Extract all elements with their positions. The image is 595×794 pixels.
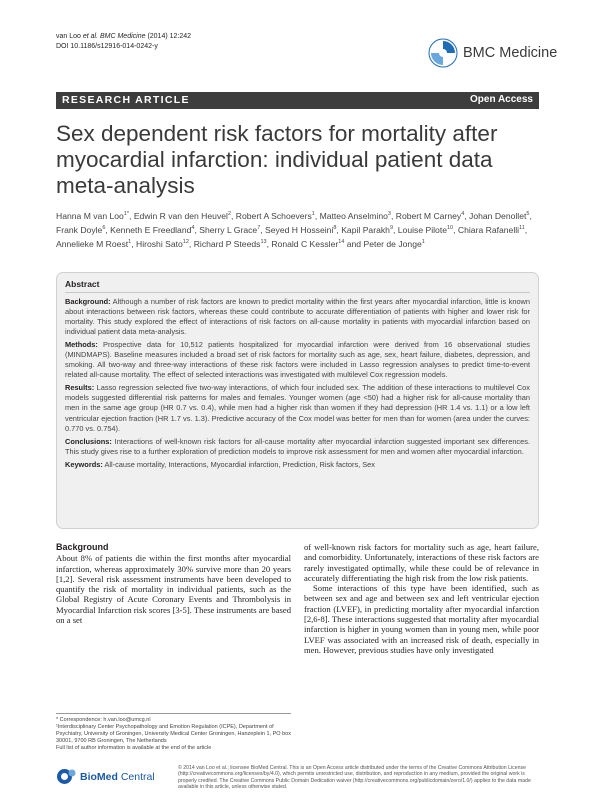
footnotes xyxy=(56,713,291,752)
biomed-central-icon xyxy=(56,768,78,785)
abstract-background xyxy=(65,297,530,337)
author-name[interactable]: Annelieke M Roest xyxy=(56,238,129,249)
doi[interactable]: DOI 10.1186/s12916-014-0242-y xyxy=(56,43,158,50)
author-name[interactable]: Edwin R van den Heuvel xyxy=(133,210,228,221)
correspondence-note[interactable]: * Correspondence: h.van.loo@umcg.nl xyxy=(56,717,151,723)
author-name[interactable]: Hiroshi Sato xyxy=(135,238,183,249)
abstract-divider xyxy=(65,292,530,293)
author-affiliation-marker: 1 xyxy=(128,239,132,246)
author-affiliation-marker: 12 xyxy=(182,239,189,246)
publisher-name-bold: BioMed xyxy=(80,771,118,783)
abstract-box xyxy=(56,272,539,529)
publisher-name-rest: Central xyxy=(117,771,155,783)
abstract-label: Keywords: xyxy=(65,459,103,469)
author-name[interactable]: Robert M Carney xyxy=(395,210,462,221)
author-name[interactable]: Johan Denollet xyxy=(469,210,527,221)
abstract-label: Methods: xyxy=(65,340,98,350)
body-paragraph: Some interactions of this type have been identified, such as between sex and age and between sex and left ventricular ejection fraction (LVEF), in predicting mortality after myocardial infarction [2,6-8]. These interactions suggested that mortality after myocardial infarction is higher in young women than in young men, while poor LVEF was associated with an increased risk of death, especially in men. However, previous studies have only investigated xyxy=(304,583,539,655)
citation-authors: van Loo xyxy=(56,33,83,40)
author-affiliation-marker: 4 xyxy=(191,225,195,232)
author-affiliation-marker: 5 xyxy=(526,211,530,217)
abstract-text: Prospective data for 10,512 patients hospitalized for myocardial infarction were derived from 16 observational studies (MINDMAPS). Baseline measures included a broad set of risk factors for mortality such as age, sex, heart failure, diabetes, depression, and smoking. All two-way and three-way interactions of these risk factors were included in Lasso regression analyses to predict time-to-event related all-cause mortality. The effect of selected interactions was investigated with multilevel Cox regression models. xyxy=(65,340,530,380)
biomed-central-logo xyxy=(56,768,166,786)
author-affiliation-marker: 11 xyxy=(519,225,525,232)
author-affiliation-marker: 6 xyxy=(102,225,106,232)
body-column-right xyxy=(304,542,539,655)
author-affiliation-marker: 2 xyxy=(227,211,231,217)
author-name[interactable]: Peter de Jonge xyxy=(363,238,422,249)
author-affiliation-marker: 7 xyxy=(257,225,261,232)
section-heading-background: Background xyxy=(56,542,109,552)
author-name[interactable]: Chiara Rafanelli xyxy=(457,224,520,235)
affiliation-note: ¹Interdisciplinary Center Psychopathology and Emotion Regulation (ICPE), Department of Psychiatry, University of Groningen, University Medical Center Groningen, Hanzeplein 1, PO box 30001, 9700 RB Groningen, The Netherlands xyxy=(56,724,291,744)
bmc-logo-icon xyxy=(428,38,458,68)
abstract-results xyxy=(65,383,530,433)
abstract-label: Results: xyxy=(65,383,95,393)
citation-block xyxy=(56,32,191,52)
abstract-heading: Abstract xyxy=(65,279,100,289)
article-type-banner xyxy=(56,92,539,109)
abstract-text: All-cause mortality, Interactions, Myocardial infarction, Prediction, Risk factors, Sex xyxy=(102,459,375,469)
author-affiliation-marker: 14 xyxy=(338,239,345,246)
body-paragraph: About 8% of patients die within the first months after myocardial infarction, whereas approximately 30% survive more than 20 years [1,2]. Several risk assessment instruments have been developed to quantify the risk of mortality in individual patients, such as the Global Registry of Acute Coronary Events and Thrombolysis in Myocardial Infarction risk scores [3-5]. These instruments are based on a set xyxy=(56,553,291,626)
body-column-left xyxy=(56,542,291,625)
author-affiliation-marker: 9 xyxy=(389,225,393,232)
author-affiliation-marker: 8 xyxy=(333,225,337,232)
author-name[interactable]: Ronald C Kessler xyxy=(271,238,339,249)
citation-line xyxy=(56,32,191,42)
author-name[interactable]: Sherry L Grace xyxy=(199,224,258,235)
abstract-keywords xyxy=(65,460,530,470)
abstract-label: Background: xyxy=(65,297,111,306)
author-name[interactable]: Kenneth E Freedland xyxy=(110,224,192,235)
author-affiliation-marker: 4 xyxy=(461,211,465,217)
author-list: Hanna M van Loo$^{1*}$, Edwin R van den Heuvel$^2$, Robert A Schoevers$^1$, Matteo Anselmino$^3$, Robert M Carney$^4$, Johan Denollet$^5$, Frank Doyle$^6$, Kenneth E Freedland$^4$, Sherry L Grace$^7$, Seyed H Hosseini$^8$, Kapil Parakh$^9$, Louise Pilote$^{10}$, Chiara Rafanelli$^{11}$, Annelieke M Roest$^1$, Hiroshi Sato$^{12}$, Richard P Steeds$^{13}$, Ronald C Kessler$^{14}$ and Peter de Jonge$^1$ xyxy=(56,210,532,249)
article-type-label: RESEARCH ARTICLE xyxy=(62,94,190,106)
author-name[interactable]: Hanna M van Loo xyxy=(56,210,124,221)
citation-journal: et al. BMC Medicine xyxy=(82,33,146,40)
author-info-note: Full list of author information is available at the end of the article xyxy=(56,745,212,751)
citation-volume: (2014) 12:242 xyxy=(145,33,192,40)
author-affiliation-marker: 1 xyxy=(311,211,315,217)
article-title: Sex dependent risk factors for mortality after myocardial infarction: individual patient data meta-analysis xyxy=(56,121,498,198)
abstract-text: Although a number of risk factors are known to predict mortality within the first years after myocardial infarction, little is known about interactions between risk factors, whereas these could contribute to accurate differentiation of patients with higher and lower risk for mortality. This study explored the effect of interactions of risk factors on all-cause mortality in patients with myocardial infarction based on individual patient data meta-analysis. xyxy=(65,297,530,337)
license-text: © 2014 van Loo et al.; licensee BioMed Central. This is an Open Access article distributed under the terms of the Creative Commons Attribution License (http://creativecommons.org/licenses/by/4.0), which permits unrestricted use, distribution, and reproduction in any medium, provided the original work is properly credited. The Creative Commons Public Domain Dedication waiver (http://creativecommons.org/publicdomain/zero/1.0/) applies to the data made available in this article, unless otherwise stated. xyxy=(178,765,531,790)
abstract-text: Lasso regression selected five two-way interactions, of which four included sex. The addition of these interactions to multilevel Cox models suggested differential risk patterns for males and females. Younger women (age <50) had a higher risk for all-cause mortality than men in the same age group (HR 0.7 vs. 0.4), while men had a higher risk than women if they had depression (HR 1.4 vs. 1.1) or a low left ventricular ejection fraction (HR 1.7 vs. 1.3). Predictive accuracy of the Cox model was better for men than for women (area under the curves: 0.770 vs. 0.754). xyxy=(65,383,530,433)
author-affiliation-marker: 10 xyxy=(447,225,454,232)
abstract-label: Conclusions: xyxy=(65,436,112,446)
abstract-methods xyxy=(65,340,530,380)
author-name[interactable]: Frank Doyle xyxy=(56,224,103,235)
body-paragraph: of well-known risk factors for mortality such as age, heart failure, and comorbidity. Unfortunately, interactions of these risk factors are rarely investigated optimally, while these could be of relevance in accurately differentiating the high risk from the low risk patients. xyxy=(304,542,539,583)
author-name[interactable]: Louise Pilote xyxy=(397,224,447,235)
author-name[interactable]: Matteo Anselmino xyxy=(319,210,388,221)
author-affiliation-marker: 13 xyxy=(260,239,267,246)
author-name[interactable]: Kapil Parakh xyxy=(341,224,390,235)
abstract-conclusions xyxy=(65,437,530,457)
journal-logo xyxy=(428,38,560,70)
author-name[interactable]: Robert A Schoevers xyxy=(235,210,312,221)
journal-logo-text: BMC Medicine xyxy=(463,45,558,61)
abstract-text: Interactions of well-known risk factors for all-cause mortality after myocardial infarction suggested important sex differences. This study gives rise to a further exploration of prediction models to improve risk assessment for men and women after myocardial infarction. xyxy=(65,436,530,456)
author-affiliation-marker: 1* xyxy=(123,211,130,217)
author-name[interactable]: Seyed H Hosseini xyxy=(265,224,334,235)
author-name[interactable]: Richard P Steeds xyxy=(193,238,261,249)
author-affiliation-marker: 3 xyxy=(387,211,391,217)
author-affiliation-marker: 1 xyxy=(421,239,425,246)
open-access-label: Open Access xyxy=(470,94,533,105)
